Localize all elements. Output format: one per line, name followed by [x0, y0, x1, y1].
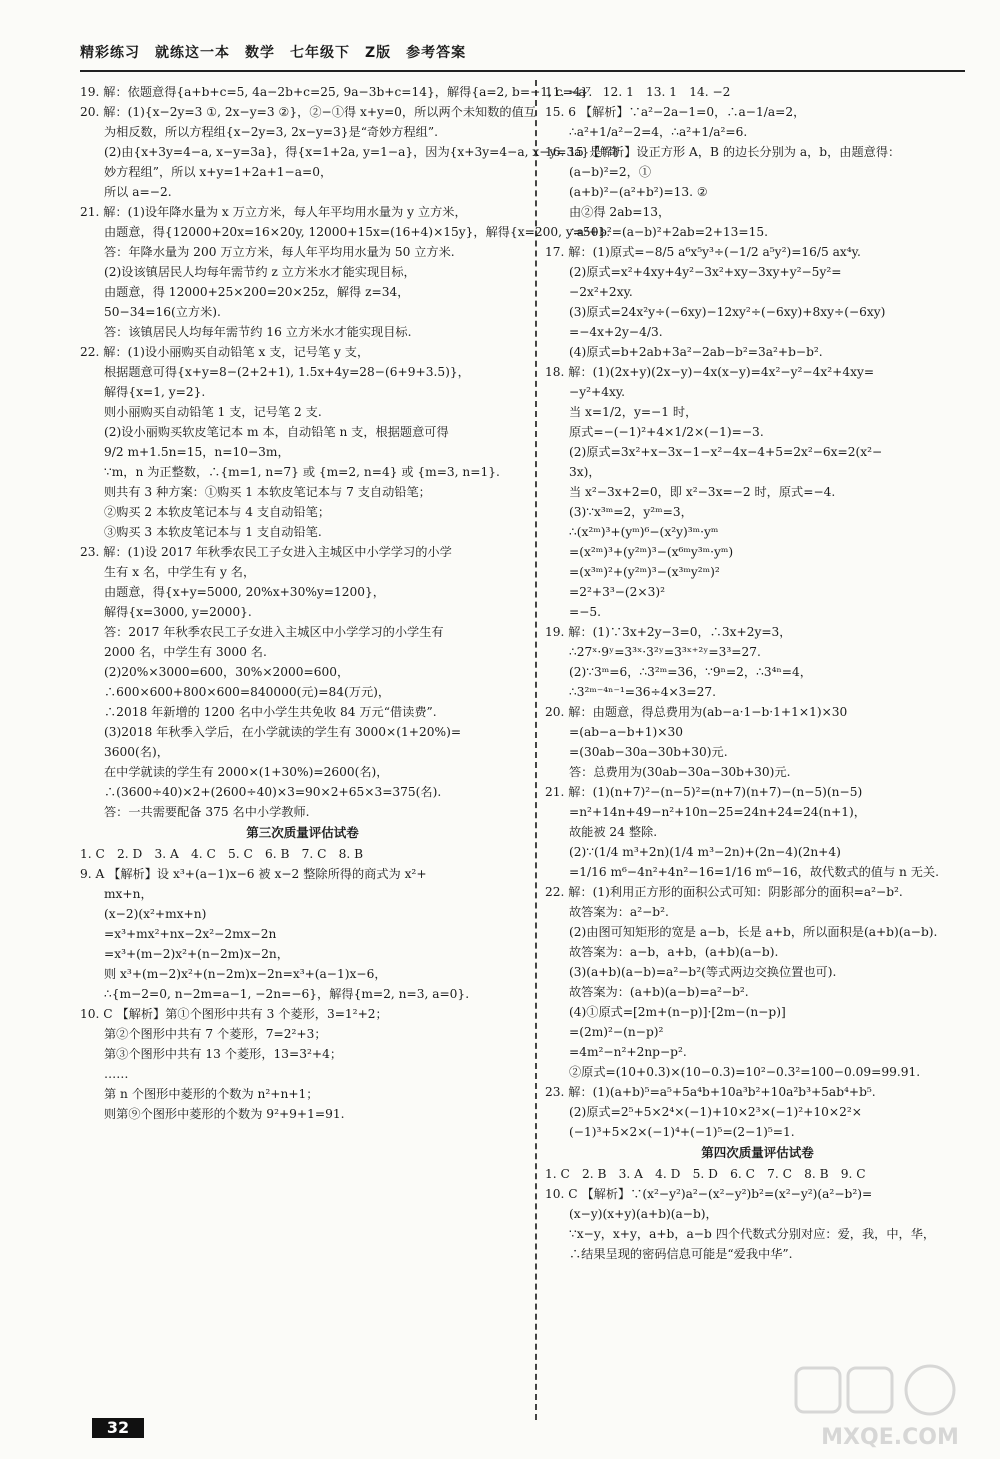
- answer-line: 当 x=1/2，y=−1 时，: [569, 405, 698, 419]
- answer-line: 所以 a=−2.: [104, 185, 172, 199]
- answer-line: 故答案为：a²−b².: [569, 905, 669, 919]
- answer-line: 故能被 24 整除.: [569, 825, 658, 839]
- answer-line: =(2m)²−(n−p)²: [569, 1025, 664, 1039]
- answer-line: (3)∵x³ᵐ=2，y²ᵐ=3，: [569, 505, 693, 519]
- answer-line: 当 x²−3x+2=0，即 x²−3x=−2 时，原式=−4.: [569, 485, 836, 499]
- answer-line: 生有 x 名，中学生有 y 名，: [104, 565, 256, 579]
- watermark-logo: [790, 1360, 990, 1455]
- answer-line: (x−y)(x+y)(a+b)(a−b)，: [569, 1207, 718, 1221]
- answer-line: 答：该镇居民人均每年需节约 16 立方米水才能实现目标.: [104, 325, 412, 339]
- answer-line: (2)设该镇居民人均每年需节约 z 立方米水才能实现目标，: [104, 265, 416, 279]
- answer-line: ∴(3600÷40)×2+(2600÷40)×3=90×2+65×3=375(名).: [104, 785, 442, 799]
- answer-line: 故答案为：(a+b)(a−b)=a²−b².: [569, 985, 749, 999]
- answer-line: 1. C 2. D 3. A 4. C 5. C 6. B 7. C 8. B: [80, 847, 364, 861]
- answer-line: ③购买 3 本软皮笔记本与 1 支自动铅笔.: [104, 525, 322, 539]
- section-title: 第四次质量评估试卷: [701, 1145, 814, 1160]
- answer-line: 22. 解：(1)利用正方形的面积公式可知：阴影部分的面积=a²−b².: [545, 885, 903, 899]
- page-header: 精彩练习 就练这一本 数学 七年级下 Z版 参考答案: [80, 45, 467, 61]
- answer-line: =−5.: [569, 605, 602, 619]
- answer-line: 根据题意可得{x+y=8−(2+2+1), 1.5x+4y=28−(6+9+3.5)}，: [104, 365, 470, 379]
- answer-line: 则第⑨个图形中菱形的个数为 9²+9+1=91.: [104, 1107, 345, 1121]
- page-number: 32: [92, 1418, 144, 1438]
- answer-line: (2)∵3ᵐ=6，∴3²ᵐ=36，∵9ⁿ=2，∴3⁴ⁿ=4，: [569, 665, 812, 679]
- header-rule: [80, 70, 965, 72]
- answer-line: 20. 解：由题意，得总费用为(ab−a·1−b·1+1×1)×30: [545, 705, 848, 719]
- answer-line: ∴600×600+800×600=840000(元)=84(万元)，: [104, 685, 391, 699]
- answer-line: ∴27ˣ·9ʸ=3³ˣ·3²ʸ=3³ˣ⁺²ʸ=3³=27.: [569, 645, 761, 659]
- answer-line: (3)原式=24x²y÷(−6xy)−12xy²÷(−6xy)+8xy÷(−6xy): [569, 305, 886, 319]
- answer-line: ∴a²+1/a²−2=4，∴a²+1/a²=6.: [569, 125, 748, 139]
- answer-line: =1/16 m⁶−4n²+4n²−16=1/16 m⁶−16，故代数式的值与 n 无关.: [569, 865, 939, 879]
- answer-line: ∵m，n 为正整数，∴{m=1, n=7} 或 {m=2, n=4} 或 {m=3, n=1}.: [104, 465, 500, 479]
- answer-line: 答：一共需要配备 375 名中小学教师.: [104, 805, 310, 819]
- answer-line: (4)①原式=[2m+(n−p)]·[2m−(n−p)]: [569, 1005, 786, 1019]
- answer-line: (a+b)²−(a²+b²)=13. ②: [569, 185, 708, 199]
- answer-line: 则共有 3 种方案：①购买 1 本软皮笔记本与 7 支自动铅笔；: [104, 485, 431, 499]
- answer-line: 由题意，得{x+y=5000, 20%x+30%y=1200}，: [104, 585, 385, 599]
- svg-text:MXQE.COM: MXQE.COM: [821, 1425, 959, 1450]
- answer-line: =−4x+2y−4/3.: [569, 325, 663, 339]
- answer-line: ∴{m−2=0, n−2m=a−1, −2n=−6}，解得{m=2, n=3, a=0}.: [104, 987, 470, 1001]
- answer-line: =n²+14n+49−n²+10n−25=24n+24=24(n+1)，: [569, 805, 866, 819]
- answer-line: 为相反数，所以方程组{x−2y=3, 2x−y=3}是“奇妙方程组”.: [104, 125, 438, 139]
- right-column: [545, 82, 970, 1264]
- answer-line: (4)原式=b+2ab+3a²−2ab−b²=3a²+b−b².: [569, 345, 823, 359]
- answer-line: =2²+3³−(2×3)²: [569, 585, 666, 599]
- answer-line: 11. −a⁷ 12. 1 13. 1 14. −2: [545, 85, 731, 99]
- answer-line: 故答案为：a−b，a+b，(a+b)(a−b).: [569, 945, 779, 959]
- answer-line: 妙方程组”，所以 x+y=1+2a+1−a=0，: [104, 165, 333, 179]
- answer-line: 21. 解：(1)(n+7)²−(n−5)²=(n+7)(n+7)−(n−5)(n−5): [545, 785, 863, 799]
- answer-line: ∴3²ᵐ⁻⁴ⁿ⁻¹=36÷4×3=27.: [569, 685, 717, 699]
- answer-line: (x−2)(x²+mx+n): [104, 907, 207, 921]
- answer-line: =x³+(m−2)x²+(n−2m)x−2n，: [104, 947, 289, 961]
- answer-line: 18. 解：(1)(2x+y)(2x−y)−4x(x−y)=4x²−y²−4x²+4xy=: [545, 365, 875, 379]
- answer-line: =(x³ᵐ)²+(y²ᵐ)³−(x³ᵐy²ᵐ)²: [569, 565, 720, 579]
- answer-line: 由②得 2ab=13，: [569, 205, 671, 219]
- answer-line: 9/2 m+1.5n=15，n=10−3m，: [104, 445, 290, 459]
- answer-line: (2)由{x+3y=4−a, x−y=3a}，得{x=1+2a, y=1−a}，因为{x+3y=4−a, x−y=3a}是“奇: [104, 145, 620, 159]
- answer-line: ②购买 2 本软皮笔记本与 4 支自动铅笔；: [104, 505, 331, 519]
- answer-line: 3600(名)，: [104, 745, 169, 759]
- answer-line: 则小丽购买自动铅笔 1 支，记号笔 2 支.: [104, 405, 322, 419]
- answer-line: 15. 6 【解析】∵a²−2a−1=0，∴a−1/a=2，: [545, 105, 806, 119]
- answer-line: (3)(a+b)(a−b)=a²−b²(等式两边交换位置也可).: [569, 965, 837, 979]
- answer-line: =(x²ᵐ)³+(y²ᵐ)³−(x⁶ᵐy³ᵐ·yᵐ): [569, 545, 734, 559]
- answer-line: 9. A 【解析】设 x³+(a−1)x−6 被 x−2 整除所得的商式为 x²+: [80, 867, 427, 881]
- answer-line: 1. C 2. B 3. A 4. D 5. D 6. C 7. C 8. B 9. C: [545, 1167, 866, 1181]
- answer-line: 则 x³+(m−2)x²+(n−2m)x−2n=x³+(a−1)x−6，: [104, 967, 387, 981]
- answer-line: 19. 解：依题意得{a+b+c=5, 4a−2b+c=25, 9a−3b+c=14}，解得{a=2, b=−1, c=4}.: [80, 85, 593, 99]
- answer-line: 解得{x=1, y=2}.: [104, 385, 206, 399]
- answer-line: (2)由图可知矩形的宽是 a−b，长是 a+b，所以面积是(a+b)(a−b).: [569, 925, 938, 939]
- answer-line: =(30ab−30a−30b+30)元.: [569, 745, 728, 759]
- answer-line: 10. C 【解析】第①个图形中共有 3 个菱形，3=1²+2；: [80, 1007, 388, 1021]
- answer-line: ……: [104, 1067, 129, 1081]
- answer-line: 20. 解：(1){x−2y=3 ①, 2x−y=3 ②}，②−①得 x+y=0，所以两个未知数的值互: [80, 105, 536, 119]
- answer-line: 答：2017 年秋季农民工子女进入主城区中小学学习的小学生有: [104, 625, 444, 639]
- answer-line: ∴2018 年新增的 1200 名中小学生共免收 84 万元“借读费”.: [104, 705, 437, 719]
- answer-line: ∴(x²ᵐ)³+(yᵐ)⁶−(x²y)³ᵐ·yᵐ: [569, 525, 719, 539]
- answer-line: 50−34=16(立方米).: [104, 305, 221, 319]
- answer-line: 原式=−(−1)²+4×1/2×(−1)=−3.: [569, 425, 764, 439]
- answer-line: (2)原式=2⁵+5×2⁴×(−1)+10×2³×(−1)²+10×2²×: [569, 1105, 862, 1119]
- answer-line: 17. 解：(1)原式=−8/5 a⁶x⁵y³÷(−1/2 a⁵y²)=16/5 ax⁴y.: [545, 245, 861, 259]
- answer-line: =x³+mx²+nx−2x²−2mx−2n: [104, 927, 277, 941]
- answer-line: 16. 15 【解析】设正方形 A，B 的边长分别为 a，b，由题意得：: [545, 145, 901, 159]
- answer-line: 19. 解：(1)∵3x+2y−3=0，∴3x+2y=3，: [545, 625, 792, 639]
- answer-line: 由题意，得{12000+20x=16×20y, 12000+15x=(16+4)×15y}，解得{x=200, y=50}.: [104, 225, 611, 239]
- answer-line: ∴结果呈现的密码信息可能是“爱我中华”.: [569, 1247, 793, 1261]
- answer-line: (2)∵(1/4 m³+2n)(1/4 m³−2n)+(2n−4)(2n+4): [569, 845, 841, 859]
- answer-line: 解得{x=3000, y=2000}.: [104, 605, 252, 619]
- answer-line: 第②个图形中共有 7 个菱形，7=2²+3；: [104, 1027, 327, 1041]
- answer-line: 答：年降水量为 200 万立方米，每人年平均用水量为 50 立方米.: [104, 245, 455, 259]
- answer-line: 22. 解：(1)设小丽购买自动铅笔 x 支，记号笔 y 支，: [80, 345, 370, 359]
- answer-line: 3x)，: [569, 465, 601, 479]
- answer-line: (−1)³+5×2×(−1)⁴+(−1)⁵=(2−1)⁵=1.: [569, 1125, 795, 1139]
- answer-line: 23. 解：(1)设 2017 年秋季农民工子女进入主城区中小学学习的小学: [80, 545, 452, 559]
- answer-line: −y²+4xy.: [569, 385, 625, 399]
- answer-line: −2x²+2xy.: [569, 285, 633, 299]
- answer-line: (2)原式=3x²+x−3x−1−x²−4x−4+5=2x²−6x=2(x²−: [569, 445, 883, 459]
- answer-line: =(ab−a−b+1)×30: [569, 725, 683, 739]
- answer-line: (2)20%×3000=600，30%×2000=600，: [104, 665, 350, 679]
- answer-line: (2)原式=x²+4xy+4y²−3x²+xy−3xy+y²−5y²=: [569, 265, 842, 279]
- answer-line: (2)设小丽购买软皮笔记本 m 本，自动铅笔 n 支，根据题意可得: [104, 425, 449, 439]
- answer-line: 2000 名，中学生有 3000 名.: [104, 645, 267, 659]
- answer-line: =4m²−n²+2np−p².: [569, 1045, 687, 1059]
- answer-line: ∴a²+b²=(a−b)²+2ab=2+13=15.: [569, 225, 769, 239]
- answer-line: (a−b)²=2，①: [569, 165, 652, 179]
- column-divider: [535, 80, 537, 1420]
- answer-line: 21. 解：(1)设年降水量为 x 万立方米，每人年平均用水量为 y 立方米，: [80, 205, 467, 219]
- answer-line: ②原式=(10+0.3)×(10−0.3)=10²−0.3²=100−0.09=99.91.: [569, 1065, 921, 1079]
- answer-line: 第 n 个图形中菱形的个数为 n²+n+1；: [104, 1087, 319, 1101]
- answer-line: 第③个图形中共有 13 个菱形，13=3²+4；: [104, 1047, 343, 1061]
- answer-line: 23. 解：(1)(a+b)⁵=a⁵+5a⁴b+10a³b²+10a²b³+5ab⁴+b⁵.: [545, 1085, 876, 1099]
- section-title: 第三次质量评估试卷: [246, 825, 359, 840]
- answer-line: 10. C 【解析】∵(x²−y²)a²−(x²−y²)b²=(x²−y²)(a²−b²)=: [545, 1187, 873, 1201]
- answer-line: 答：总费用为(30ab−30a−30b+30)元.: [569, 765, 791, 779]
- answer-line: ∵x−y，x+y，a+b，a−b 四个代数式分别对应：爱，我，中，华，: [569, 1227, 936, 1241]
- answer-line: 在中学就读的学生有 2000×(1+30%)=2600(名)，: [104, 765, 389, 779]
- answer-line: (3)2018 年秋季入学后，在小学就读的学生有 3000×(1+20%)=: [104, 725, 462, 739]
- answer-line: mx+n，: [104, 887, 153, 901]
- answer-line: 由题意，得 12000+25×200=20×25z，解得 z=34，: [104, 285, 410, 299]
